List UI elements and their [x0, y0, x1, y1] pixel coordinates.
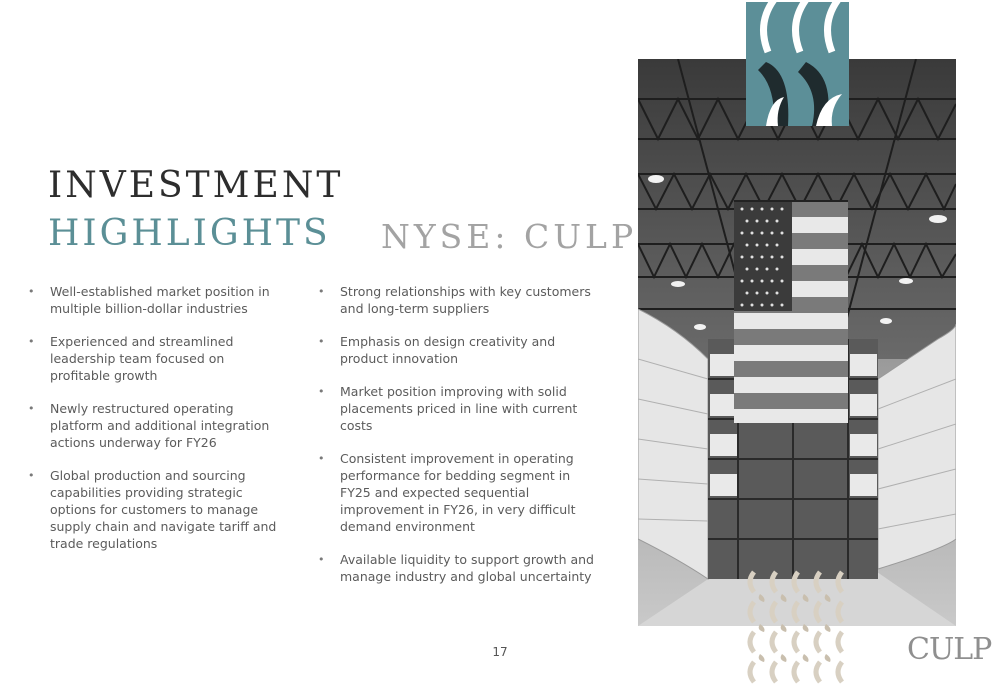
bullet-text: Global production and sourcing capabilities providing strategic options for customers to manage supply chain and navigate tariff and trade regulations — [50, 468, 277, 551]
bullet-text: Newly restructured operating platform and additional integration actions underway for FY26 — [50, 401, 270, 450]
bullet-text: Consistent improvement in operating performance for bedding segment in FY25 and expected sequential improvement in FY26, in very difficult demand environment — [340, 451, 576, 534]
bullet-text: Emphasis on design creativity and product innovation — [340, 334, 556, 366]
list-item — [316, 283, 602, 317]
bullet-text: Market position improving with solid placements priced in line with current costs — [340, 384, 578, 433]
bullet-text: Experienced and streamlined leadership team focused on profitable growth — [50, 334, 234, 383]
american-flag-icon — [734, 201, 848, 423]
right-bullet-list — [316, 283, 602, 601]
list-item — [26, 283, 288, 317]
list-item — [26, 467, 288, 552]
list-item — [26, 333, 288, 384]
bullet-icon: • — [28, 285, 35, 298]
list-item — [316, 333, 602, 367]
bullet-icon: • — [318, 553, 325, 566]
list-item — [26, 400, 288, 451]
list-item — [316, 450, 602, 535]
page-number: 17 — [492, 645, 508, 659]
bullet-icon: • — [28, 402, 35, 415]
warehouse-flag-photo — [638, 59, 956, 626]
list-item — [316, 383, 602, 434]
curl-pattern-beige-icon — [746, 568, 849, 685]
bullet-text: Available liquidity to support growth and manage industry and global uncertainty — [340, 552, 594, 584]
bullet-icon: • — [318, 385, 325, 398]
warehouse-illustration — [638, 59, 956, 626]
bullet-icon: • — [318, 285, 325, 298]
title-highlights: HIGHLIGHTS — [48, 213, 331, 254]
bullet-text: Well-established market position in multiple billion-dollar industries — [50, 284, 270, 316]
bullet-icon: • — [28, 469, 35, 482]
bullet-icon: • — [318, 335, 325, 348]
ticker-symbol: NYSE: CULP — [381, 217, 638, 256]
bullet-icon: • — [28, 335, 35, 348]
list-item — [316, 551, 602, 585]
culp-logo: CULP — [907, 632, 992, 667]
bullet-text: Strong relationships with key customers and long-term suppliers — [340, 284, 591, 316]
curl-pattern-teal-icon — [746, 2, 849, 126]
curl-pattern-beige — [746, 568, 849, 685]
curl-pattern-teal — [746, 2, 849, 126]
left-bullet-list — [26, 283, 288, 568]
title-investment: INVESTMENT — [48, 165, 344, 206]
bullet-icon: • — [318, 452, 325, 465]
